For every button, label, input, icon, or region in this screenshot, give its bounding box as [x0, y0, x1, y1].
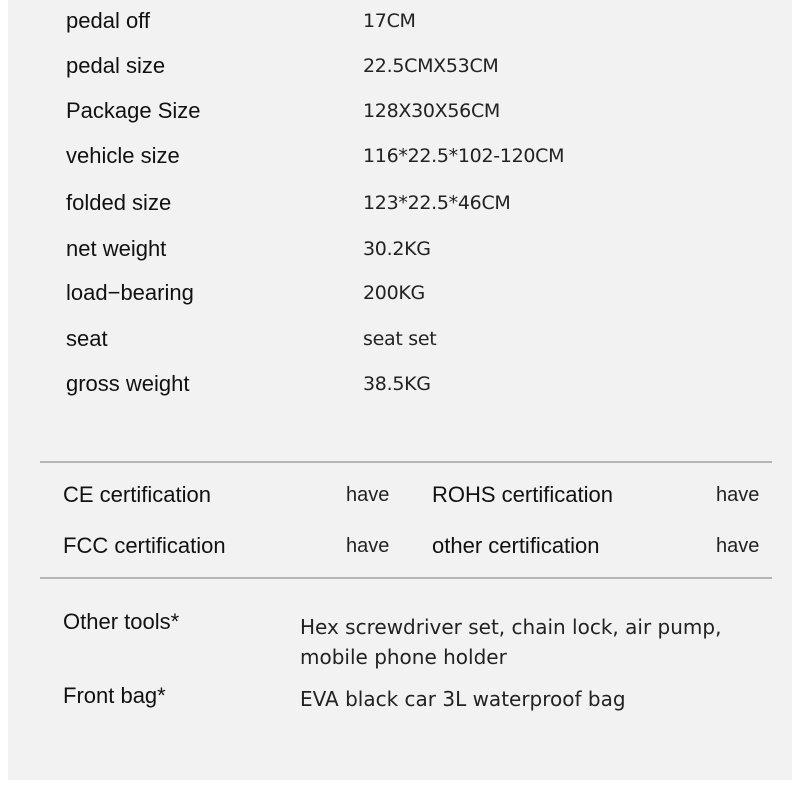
extra-value-front-bag: EVA black car 3L waterproof bag [300, 687, 626, 711]
cert-value-ce: have [346, 484, 390, 506]
spec-value: 17CM [363, 10, 416, 32]
spec-row-vehicle-size [8, 136, 792, 176]
spec-label: load−bearing [66, 280, 194, 305]
extra-label-other-tools: Other tools* [63, 609, 180, 634]
spec-label: vehicle size [66, 143, 180, 168]
spec-row-pedal-size [8, 46, 792, 86]
spec-value: 38.5KG [363, 373, 431, 395]
spec-row-package-size [8, 91, 792, 131]
spec-label: seat [66, 326, 108, 351]
spec-label: net weight [66, 236, 167, 261]
extra-label-front-bag: Front bag* [63, 683, 166, 708]
extra-value-other-tools: Hex screwdriver set, chain lock, air pump, mobile phone holder [300, 615, 722, 669]
spec-value: 30.2KG [363, 238, 431, 260]
cert-label-rohs: ROHS certification [432, 482, 613, 507]
spec-row-seat [8, 319, 792, 359]
spec-label: pedal size [66, 53, 166, 78]
spec-label: pedal off [66, 8, 151, 33]
spec-value: 116*22.5*102-120CM [363, 145, 565, 167]
spec-value: 128X30X56CM [363, 100, 501, 122]
spec-row-load-bearing [8, 273, 792, 313]
spec-label: Package Size [66, 98, 201, 123]
spec-value: 200KG [363, 282, 425, 304]
divider [40, 577, 772, 579]
spec-row-gross-weight [8, 364, 792, 404]
spec-row-net-weight [8, 229, 792, 269]
cert-value-other: have [716, 535, 760, 557]
cert-label-other: other certification [432, 533, 600, 558]
spec-value: seat set [363, 328, 437, 350]
spec-value: 22.5CMX53CM [363, 55, 499, 77]
cert-label-fcc: FCC certification [63, 533, 226, 558]
spec-label: gross weight [66, 371, 190, 396]
spec-label: folded size [66, 190, 172, 215]
cert-value-rohs: have [716, 484, 760, 506]
cert-label-ce: CE certification [63, 482, 211, 507]
cert-value-fcc: have [346, 535, 390, 557]
spec-row-pedal-off [8, 1, 792, 41]
spec-row-folded-size [8, 183, 792, 223]
spec-value: 123*22.5*46CM [363, 192, 511, 214]
divider [40, 461, 772, 463]
spec-panel [8, 0, 792, 780]
